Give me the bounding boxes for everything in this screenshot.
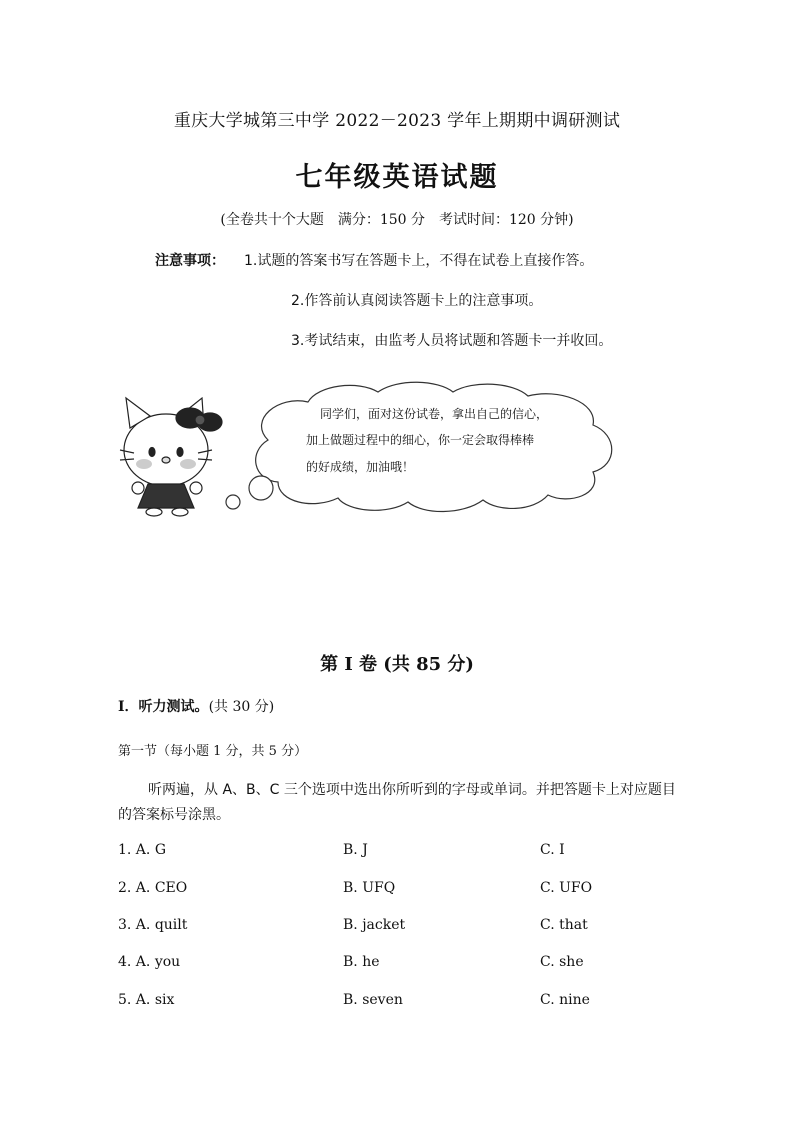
question-row xyxy=(118,992,678,1012)
question-option-a: 5. A. six xyxy=(118,992,175,1008)
section-title: 第 I 卷 (共 85 分) xyxy=(320,654,474,675)
listening-instruction: 听两遍，从 A、B、C 三个选项中选出你所听到的字母或单词。并把答题卡上对应题目的答案标号涂黑。 xyxy=(118,782,676,823)
bubble-line-3: 的好成绩，加油哦！ xyxy=(306,460,415,474)
exam-info: (全卷共十个大题 满分：150 分 考试时间：120 分钟) xyxy=(220,212,574,228)
part-title-score: (共 30 分) xyxy=(208,699,275,715)
question-option-b: B. seven xyxy=(343,992,403,1008)
part-title xyxy=(118,696,274,716)
question-option-a: 1. A. G xyxy=(118,842,167,858)
question-row xyxy=(118,917,678,937)
question-row xyxy=(118,842,678,862)
hello-kitty-icon xyxy=(120,398,222,516)
sub-section-title: 第一节（每小题 1 分，共 5 分） xyxy=(118,744,308,759)
question-option-a: 2. A. CEO xyxy=(118,880,188,896)
question-option-a: 3. A. quilt xyxy=(118,917,188,933)
question-option-b: B. UFQ xyxy=(343,880,396,896)
question-option-a: 4. A. you xyxy=(118,954,181,970)
question-option-c: C. she xyxy=(540,954,584,970)
hello-kitty-cloud-illustration xyxy=(118,380,638,520)
part-title-main: I．听力测试。 xyxy=(118,699,209,715)
question-row xyxy=(118,954,678,974)
notice-item-1: 1.试题的答案书写在答题卡上，不得在试卷上直接作答。 xyxy=(244,253,594,269)
question-row xyxy=(118,880,678,900)
notice-item-3: 3.考试结束，由监考人员将试题和答题卡一并收回。 xyxy=(291,333,613,349)
question-option-c: C. I xyxy=(540,842,565,858)
bubble-line-2: 加上做题过程中的细心，你一定会取得棒棒 xyxy=(306,433,535,447)
notice-label: 注意事项： xyxy=(155,253,225,269)
notice-item-2: 2.作答前认真阅读答题卡上的注意事项。 xyxy=(291,293,543,309)
question-option-c: C. that xyxy=(540,917,588,933)
question-option-b: B. he xyxy=(343,954,380,970)
question-option-c: C. UFO xyxy=(540,880,593,896)
question-option-b: B. J xyxy=(343,842,368,858)
question-option-c: C. nine xyxy=(540,992,590,1008)
bubble-line-1: 同学们，面对这份试卷，拿出自己的信心， xyxy=(320,407,549,421)
school-exam-line: 重庆大学城第三中学 2022－2023 学年上期期中调研测试 xyxy=(173,111,621,131)
question-option-b: B. jacket xyxy=(343,917,406,933)
exam-title: 七年级英语试题 xyxy=(295,162,499,193)
